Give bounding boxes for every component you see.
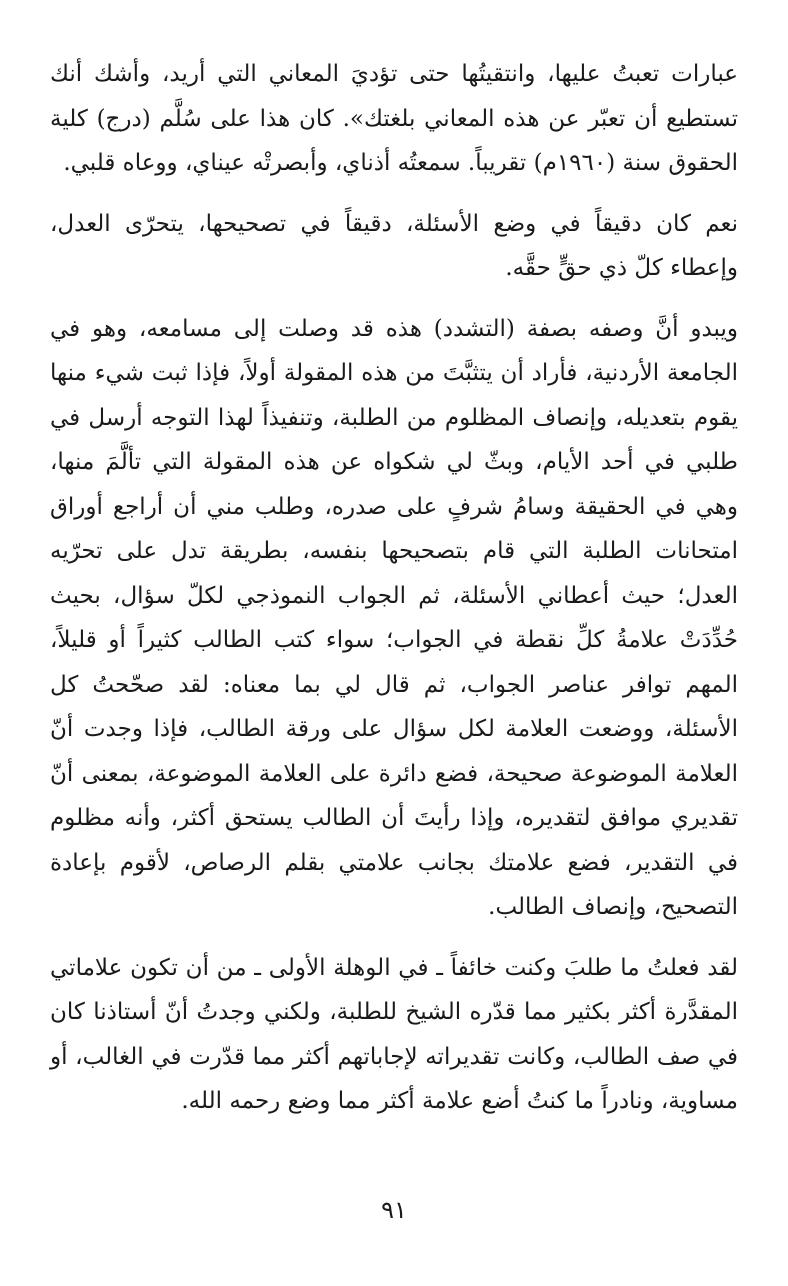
paragraph-4: لقد فعلتُ ما طلبَ وكنت خائفاً ـ في الوهلة الأولى ـ من أن تكون علاماتي المقدَّرة أكثر بكثير مما قدّره الشيخ للطلبة، ولكني وجدتُ أنّ أستاذنا كان في صف الطالب، وكانت تقديراته لإجاباتهم أكثر مما قدّرت في الغالب، أو مساوية، ونادراً ما كنتُ أضع علامة أكثر مما وضع رحمه الله.	[50, 954, 738, 1114]
paragraph-3: ويبدو أنَّ وصفه بصفة (التشدد) هذه قد وصلت إلى مسامعه، وهو في الجامعة الأردنية، فأراد أن يتثبَّتَ من هذه المقولة أولاً، فإذا ثبت شيء منها يقوم بتعديله، وإنصاف المظلوم من الطلبة، وتنفيذاً لهذا التوجه أرسل في طلبي في أحد الأيام، وبثّ لي شكواه عن هذه المقولة التي تألَّمَ منها، وهي في الحقيقة وسامُ شرفٍ على صدره، وطلب مني أن أراجع أوراق امتحانات الطلبة التي قام بتصحيحها بنفسه، بطريقة تدل على تحرّيه العدل؛ حيث أعطاني الأسئلة، ثم الجواب النموذجي لكلّ سؤال، بحيث حُدِّدَتْ علامةُ كلِّ نقطة في الجواب؛ سواء كتب الطالب كثيراً أو قليلاً، المهم توافر عناصر الجواب، ثم قال لي بما معناه: لقد صحّحتُ كل الأسئلة، ووضعت العلامة لكل سؤال على ورقة الطالب، فإذا وجدت أنّ العلامة الموضوعة صحيحة، فضع دائرة على العلامة الموضوعة، بمعنى أنّ تقديري موافق لتقديره، وإذا رأيتَ أن الطالب يستحق أكثر، وأنه مظلوم في التقدير، فضع علامتك بجانب علامتي بقلم الرصاص، لأقوم بإعادة التصحيح، وإنصاف الطالب.	[50, 315, 738, 920]
page-number: ٩١	[381, 1196, 407, 1224]
paragraph-1: عبارات تعبتُ عليها، وانتقيتُها حتى تؤديَ المعاني التي أريد، وأشك أنك تستطيع أن تعبّر عن هذه المعاني بلغتك». كان هذا على سُلَّم (درج) كلية الحقوق سنة (١٩٦٠م) تقريباً. سمعتُه أذناي، وأبصرتْه عيناي، ووعاه قلبي.	[50, 61, 738, 176]
paragraph-2: نعم كان دقيقاً في وضع الأسئلة، دقيقاً في تصحيحها، يتحرّى العدل، وإعطاء كلّ ذي حقٍّ حقَّه.	[50, 210, 738, 281]
page-text-body	[50, 52, 738, 1124]
